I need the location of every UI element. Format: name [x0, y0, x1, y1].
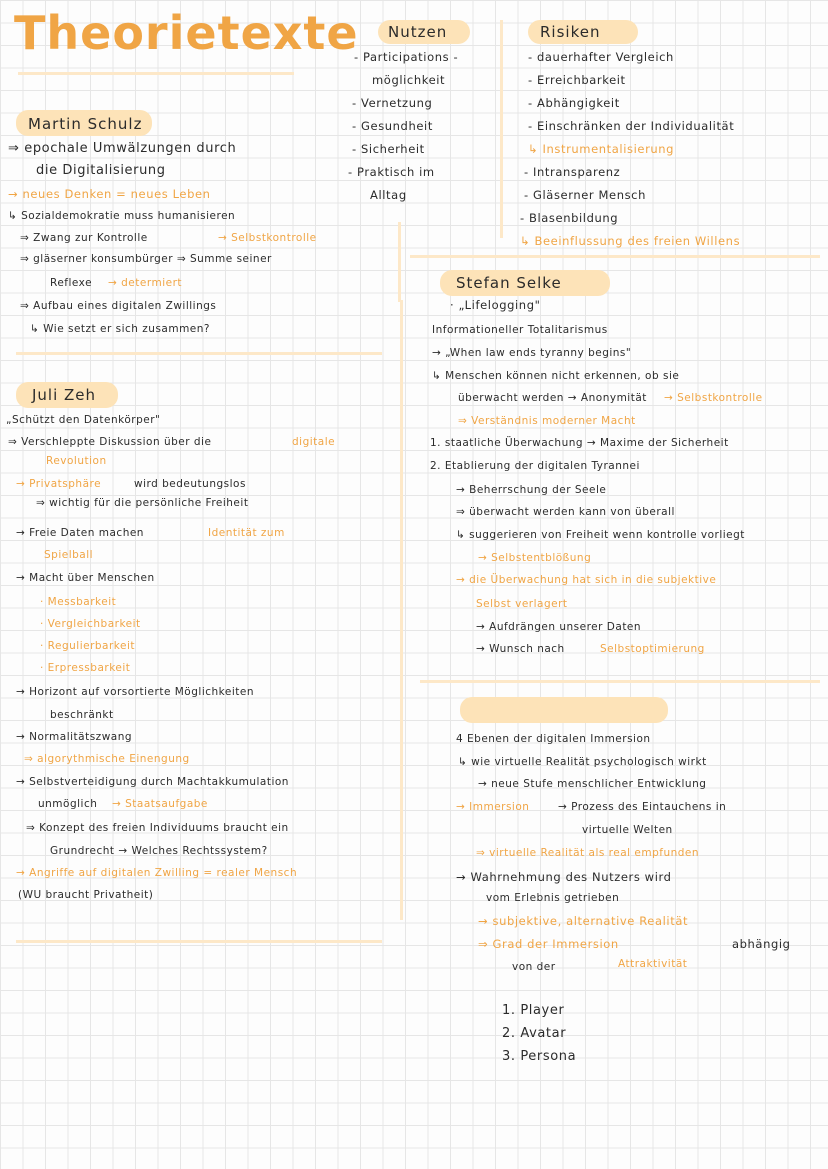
selke-line: → Wunsch nach — [476, 643, 565, 655]
schulz-line: → Selbstkontrolle — [218, 232, 317, 244]
schulz-line: die Digitalisierung — [36, 163, 166, 178]
selke-line: Selbstoptimierung — [600, 643, 705, 655]
immersion-line: von der — [512, 961, 556, 973]
zeh-line: → Normalitätszwang — [16, 731, 133, 743]
empty-heading-highlight — [460, 697, 668, 723]
nutzen-item: - Praktisch im — [348, 165, 435, 179]
divider — [400, 300, 403, 920]
schulz-heading: Martin Schulz — [28, 115, 143, 133]
nutzen-item: - Participations - — [354, 50, 459, 64]
schulz-line: ↳ Wie setzt er sich zusammen? — [30, 323, 210, 335]
zeh-line: → Privatsphäre — [16, 478, 102, 490]
risiken-item: - Erreichbarkeit — [528, 73, 626, 87]
nutzen-item: - Gesundheit — [352, 119, 433, 133]
schulz-line: → determiert — [108, 277, 183, 289]
selke-line: → die Überwachung hat sich in die subjektive — [456, 574, 717, 586]
immersion-line: Attraktivität — [618, 958, 688, 970]
selke-line: → „When law ends tyranny begins" — [432, 347, 632, 359]
schulz-line: ⇒ Zwang zur Kontrolle — [20, 232, 148, 244]
selke-line: ↳ Menschen können nicht erkennen, ob sie — [432, 370, 680, 382]
immersion-line: ↳ wie virtuelle Realität psychologisch wirkt — [458, 756, 707, 768]
risiken-item: - Intransparenz — [524, 165, 621, 179]
selke-line: → Selbstentblößung — [478, 552, 592, 564]
selke-heading: Stefan Selke — [456, 274, 562, 292]
selke-line: 1. staatliche Überwachung → Maxime der Sicherheit — [430, 437, 729, 449]
selke-line: Informationeller Totalitarismus — [432, 324, 608, 336]
risiken-item: ↳ Beeinflussung des freien Willens — [520, 234, 741, 248]
page-title: Theorietexte — [14, 6, 359, 60]
schulz-line: Reflexe — [50, 277, 93, 289]
zeh-line: ⇒ wichtig für die persönliche Freiheit — [36, 497, 249, 509]
divider — [410, 255, 820, 258]
selke-line: → Beherrschung der Seele — [456, 484, 607, 496]
divider — [398, 222, 401, 302]
zeh-line: digitale — [292, 436, 336, 448]
zeh-line: beschränkt — [50, 709, 114, 721]
risiken-heading: Risiken — [540, 23, 601, 41]
nutzen-item: möglichkeit — [372, 73, 446, 87]
divider — [16, 352, 382, 355]
zeh-line: → Staatsaufgabe — [112, 798, 208, 810]
zeh-line: Spielball — [44, 549, 94, 561]
zeh-line: wird bedeutungslos — [134, 478, 246, 490]
schulz-line: ↳ Sozialdemokratie muss humanisieren — [8, 210, 236, 222]
immersion-line: → Prozess des Eintauchens in — [558, 801, 727, 813]
immersion-line: 4 Ebenen der digitalen Immersion — [456, 733, 651, 745]
selke-line: überwacht werden → Anonymität — [458, 392, 647, 404]
selke-line: ⇒ überwacht werden kann von überall — [456, 506, 675, 518]
immersion-line: virtuelle Welten — [582, 824, 673, 836]
schulz-line: ⇒ epochale Umwälzungen durch — [8, 141, 237, 156]
zeh-line: Revolution — [46, 455, 107, 467]
zeh-line: · Regulierbarkeit — [40, 640, 136, 652]
zeh-line: unmöglich — [38, 798, 98, 810]
selke-line: → Selbstkontrolle — [664, 392, 763, 404]
risiken-item: - Blasenbildung — [520, 211, 619, 225]
zeh-line: ⇒ Konzept des freien Individuums braucht ein — [26, 822, 289, 834]
zeh-line: · Erpressbarkeit — [40, 662, 131, 674]
zeh-line: → Freie Daten machen — [16, 527, 144, 539]
immersion-line: ⇒ Grad der Immersion — [478, 937, 619, 951]
zeh-line: „Schützt den Datenkörper" — [6, 414, 161, 426]
zeh-line: → Angriffe auf digitalen Zwilling = realer Mensch — [16, 867, 298, 879]
immersion-line: → Wahrnehmung des Nutzers wird — [456, 870, 672, 884]
selke-line: Selbst verlagert — [476, 598, 568, 610]
zeh-line: → Macht über Menschen — [16, 572, 155, 584]
zeh-heading: Juli Zeh — [32, 386, 97, 404]
nutzen-item: - Vernetzung — [352, 96, 433, 110]
zeh-line: · Vergleichbarkeit — [40, 618, 141, 630]
zeh-line: → Horizont auf vorsortierte Möglichkeiten — [16, 686, 254, 698]
schulz-line: ⇒ Aufbau eines digitalen Zwillings — [20, 300, 217, 312]
immersion-line: 1. Player — [502, 1003, 565, 1018]
divider — [16, 940, 382, 943]
selke-line: → Aufdrängen unserer Daten — [476, 621, 642, 633]
immersion-line: 3. Persona — [502, 1049, 577, 1064]
nutzen-item: - Sicherheit — [352, 142, 425, 156]
immersion-line: → Immersion — [456, 801, 530, 813]
title-underline — [18, 72, 294, 75]
divider — [500, 20, 503, 238]
zeh-line: ⇒ algorythmische Einengung — [24, 753, 190, 765]
immersion-line: vom Erlebnis getrieben — [486, 892, 620, 904]
schulz-line: → neues Denken = neues Leben — [8, 187, 211, 201]
zeh-line: Grundrecht → Welches Rechtssystem? — [50, 845, 268, 857]
zeh-line: Identität zum — [208, 527, 285, 539]
selke-line: ⇒ Verständnis moderner Macht — [458, 415, 636, 427]
risiken-item: - Gläserner Mensch — [524, 188, 646, 202]
selke-line: 2. Etablierung der digitalen Tyrannei — [430, 460, 640, 472]
immersion-line: ⇒ virtuelle Realität als real empfunden — [476, 847, 700, 859]
zeh-line: → Selbstverteidigung durch Machtakkumulation — [16, 776, 289, 788]
immersion-line: abhängig — [732, 937, 791, 951]
immersion-line: → neue Stufe menschlicher Entwicklung — [478, 778, 707, 790]
zeh-line: ⇒ Verschleppte Diskussion über die — [8, 436, 212, 448]
zeh-line: (WU braucht Privatheit) — [18, 889, 154, 901]
immersion-line: → subjektive, alternative Realität — [478, 914, 689, 928]
immersion-line: 2. Avatar — [502, 1026, 567, 1041]
divider — [420, 680, 820, 683]
risiken-item: - Einschränken der Individualität — [528, 119, 735, 133]
risiken-item: ↳ Instrumentalisierung — [528, 142, 675, 156]
schulz-line: ⇒ gläserner konsumbürger ⇒ Summe seiner — [20, 253, 272, 265]
selke-line: · „Lifelogging" — [450, 298, 541, 312]
nutzen-heading: Nutzen — [388, 23, 448, 41]
nutzen-item: Alltag — [370, 188, 407, 202]
risiken-item: - dauerhafter Vergleich — [528, 50, 674, 64]
selke-line: ↳ suggerieren von Freiheit wenn kontrolle vorliegt — [456, 529, 745, 541]
risiken-item: - Abhängigkeit — [528, 96, 620, 110]
zeh-line: · Messbarkeit — [40, 596, 117, 608]
